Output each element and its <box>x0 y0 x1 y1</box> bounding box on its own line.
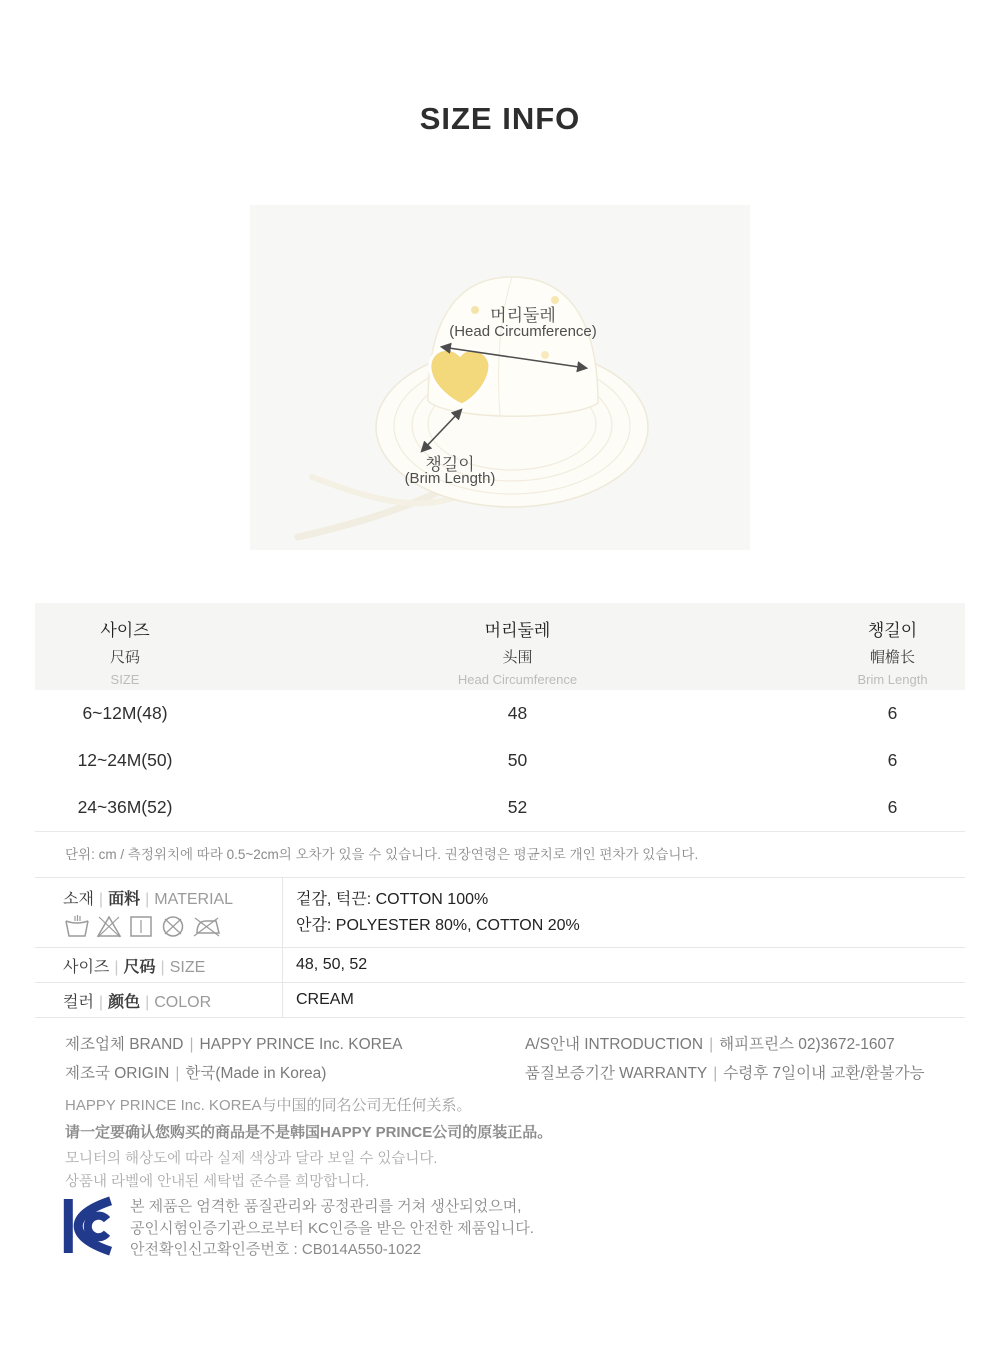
head-cell: 52 <box>507 797 528 817</box>
as-warranty-column <box>525 1030 925 1088</box>
as-line: A/S안내 INTRODUCTION | 해피프린스 02)3672-1607 <box>525 1036 895 1053</box>
kc-text: 본 제품은 엄격한 품질관리와 공정관리를 거쳐 생산되었으며, 공인시험인증기관으로부터 KC인증을 받은 안전한 제품입니다. 안전확인신고확인증번호 : CB014A550-1022 <box>130 1198 534 1258</box>
measurement-note: 단위: cm / 측정위치에 따라 0.5~2cm의 오차가 있을 수 있습니다. 권장연령은 평균치로 개인 편차가 있습니다. <box>65 847 699 862</box>
brim-length-label-ko: 챙길이 <box>425 455 475 474</box>
head-circumference-label-en: (Head Circumference) <box>449 323 597 340</box>
size-row <box>35 948 965 983</box>
table-row <box>35 784 965 831</box>
brim-cell: 6 <box>887 703 898 723</box>
size-column-header: 사이즈 尺码 SIZE <box>100 621 150 687</box>
size-table-header <box>35 603 965 690</box>
size-cell: 6~12M(48) <box>82 703 168 723</box>
do-not-iron-icon <box>191 913 221 939</box>
table-row <box>35 690 965 737</box>
origin-line: 제조국 ORIGIN | 한국(Made in Korea) <box>65 1065 327 1082</box>
hat-illustration <box>250 205 750 550</box>
material-row <box>35 878 965 948</box>
color-label: 컬러 | 颜色 | COLOR <box>35 983 283 1017</box>
table-row <box>35 737 965 784</box>
page-title: SIZE INFO <box>419 101 581 136</box>
brand-line: 제조업체 BRAND | HAPPY PRINCE Inc. KOREA <box>65 1036 403 1053</box>
brim-length-label-en: (Brim Length) <box>404 470 496 487</box>
head-cell: 50 <box>507 750 528 770</box>
warranty-line: 품질보증기간 WARRANTY | 수령후 7일이내 교환/환불가능 <box>525 1065 925 1082</box>
spec-table <box>35 877 965 1018</box>
size-value: 48, 50, 52 <box>296 956 368 973</box>
do-not-dry-clean-icon <box>159 913 187 939</box>
material-value: 겉감, 턱끈: COTTON 100% 안감: POLYESTER 80%, COTTON 20% <box>296 890 580 934</box>
display-care-note: 모니터의 해상도에 따라 실제 색상과 달라 보일 수 있습니다. 상품내 라벨에 안내된 세탁법 준수를 희망합니다. <box>65 1151 438 1190</box>
care-icons <box>63 913 282 939</box>
product-photo <box>250 205 750 550</box>
size-label: 사이즈 | 尺码 | SIZE <box>35 948 283 982</box>
color-row <box>35 983 965 1018</box>
brim-length-column-header: 챙길이 帽檐长 Brim Length <box>857 621 928 687</box>
hang-dry-icon <box>127 913 155 939</box>
brim-cell: 6 <box>887 750 898 770</box>
manufacturer-info <box>65 1030 965 1088</box>
size-table-body <box>35 690 965 832</box>
size-cell: 24~36M(52) <box>77 797 173 817</box>
china-warning: HAPPY PRINCE Inc. KOREA与中国的同名公司无任何关系。 请一定要确认您购买的商品是不是韩国HAPPY PRINCE公司的原装正品。 <box>65 1097 553 1141</box>
kc-mark-icon <box>62 1196 116 1256</box>
kc-certification <box>62 1196 534 1261</box>
size-cell: 12~24M(50) <box>77 750 173 770</box>
head-cell: 48 <box>507 703 528 723</box>
hand-wash-icon <box>63 913 91 939</box>
material-label: 소재 | 面料 | MATERIAL <box>35 878 283 947</box>
brim-cell: 6 <box>887 797 898 817</box>
color-value: CREAM <box>296 991 354 1008</box>
head-circumference-label-ko: 머리둘레 <box>490 306 556 325</box>
head-circumference-column-header: 머리둘레 头围 Head Circumference <box>457 621 578 687</box>
do-not-bleach-icon <box>95 913 123 939</box>
